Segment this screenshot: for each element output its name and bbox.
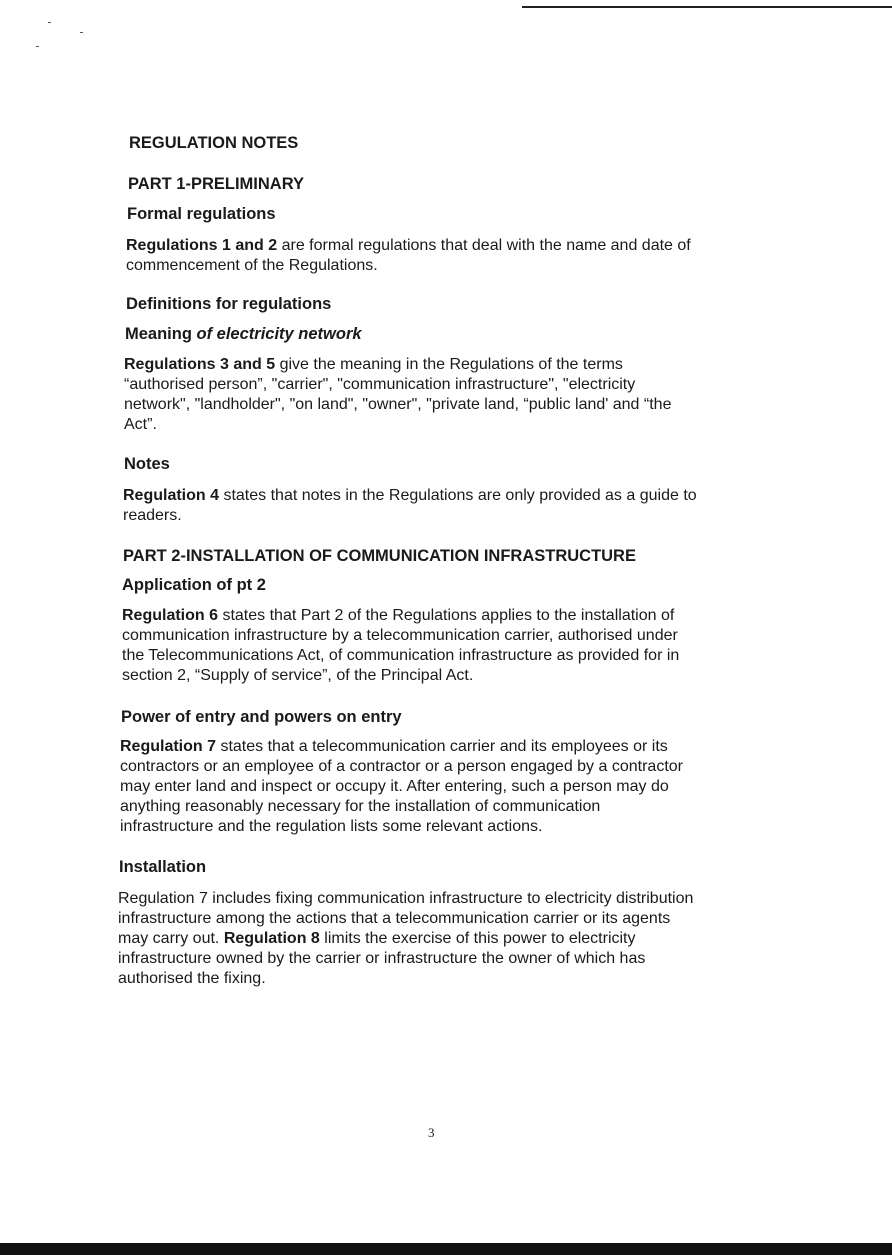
paragraph-line: contractors or an employee of a contractor or a person engaged by a contractor xyxy=(120,758,683,775)
application-paragraph xyxy=(122,606,679,686)
paragraph-line: section 2, “Supply of service”, of the Principal Act. xyxy=(122,667,474,684)
paragraph-line: infrastructure among the actions that a telecommunication carrier or its agents xyxy=(118,910,671,927)
paragraph-line: infrastructure and the regulation lists some relevant actions. xyxy=(120,818,543,835)
paragraph-line: states that a telecommunication carrier and its employees or its xyxy=(216,738,668,755)
paragraph-line: the Telecommunications Act, of communication infrastructure as provided for in xyxy=(122,647,680,664)
application-ref: Regulation 6 xyxy=(122,607,219,624)
application-heading: Application of pt 2 xyxy=(122,576,266,594)
definitions-heading: Definitions for regulations xyxy=(126,295,332,313)
meaning-paragraph xyxy=(124,355,671,435)
document-title: REGULATION NOTES xyxy=(129,134,299,152)
paragraph-line: limits the exercise of this power to electricity xyxy=(319,930,636,947)
paragraph-line: Regulation 7 includes fixing communication infrastructure to electricity distribution xyxy=(118,890,694,907)
page-number: 3 xyxy=(428,1125,435,1140)
meaning-heading-term: of electricity network xyxy=(196,325,362,343)
meaning-ref: Regulations 3 and 5 xyxy=(124,356,276,373)
power-of-entry-ref: Regulation 7 xyxy=(120,738,217,755)
part2-heading: PART 2-INSTALLATION OF COMMUNICATION INFRASTRUCTURE xyxy=(123,547,636,565)
paragraph-line: infrastructure owned by the carrier or infrastructure the owner of which has xyxy=(118,950,646,967)
paragraph-line: states that notes in the Regulations are only provided as a guide to xyxy=(219,487,697,504)
paragraph-line: communication infrastructure by a telecommunication carrier, authorised under xyxy=(122,627,678,644)
notes-heading: Notes xyxy=(124,455,170,473)
paragraph-line: Act”. xyxy=(124,416,157,433)
formal-regulations-heading: Formal regulations xyxy=(127,205,276,223)
paragraph-line: may carry out. xyxy=(118,930,224,947)
part1-heading: PART 1-PRELIMINARY xyxy=(128,175,305,193)
paragraph-line: commencement of the Regulations. xyxy=(126,257,378,274)
paragraph-line: authorised the fixing. xyxy=(118,970,266,987)
paragraph-line: give the meaning in the Regulations of the terms xyxy=(275,356,623,373)
installation-ref: Regulation 8 xyxy=(223,930,320,947)
meaning-heading-prefix: Meaning xyxy=(125,325,197,343)
power-of-entry-paragraph xyxy=(120,737,683,837)
paragraph-line: network", "landholder", "on land", "owner", "private land, “public land' and “the xyxy=(124,396,672,413)
paragraph-line: may enter land and inspect or occupy it. After entering, such a person may do xyxy=(120,778,669,795)
paragraph-line: readers. xyxy=(123,507,182,524)
meaning-heading xyxy=(125,324,362,344)
formal-regulations-paragraph xyxy=(126,236,691,276)
paragraph-line: “authorised person”, "carrier", "communication infrastructure", "electricity xyxy=(124,376,636,393)
notes-ref: Regulation 4 xyxy=(123,487,220,504)
installation-paragraph xyxy=(118,889,693,989)
formal-regulations-ref: Regulations 1 and 2 xyxy=(126,237,278,254)
installation-heading: Installation xyxy=(119,858,207,876)
scan-edge-bottom xyxy=(0,1243,892,1255)
paragraph-line: states that Part 2 of the Regulations applies to the installation of xyxy=(218,607,675,624)
paragraph-line: anything reasonably necessary for the installation of communication xyxy=(120,798,601,815)
power-of-entry-heading: Power of entry and powers on entry xyxy=(121,708,402,726)
paragraph-line: are formal regulations that deal with the name and date of xyxy=(277,237,691,254)
notes-paragraph xyxy=(123,486,697,526)
